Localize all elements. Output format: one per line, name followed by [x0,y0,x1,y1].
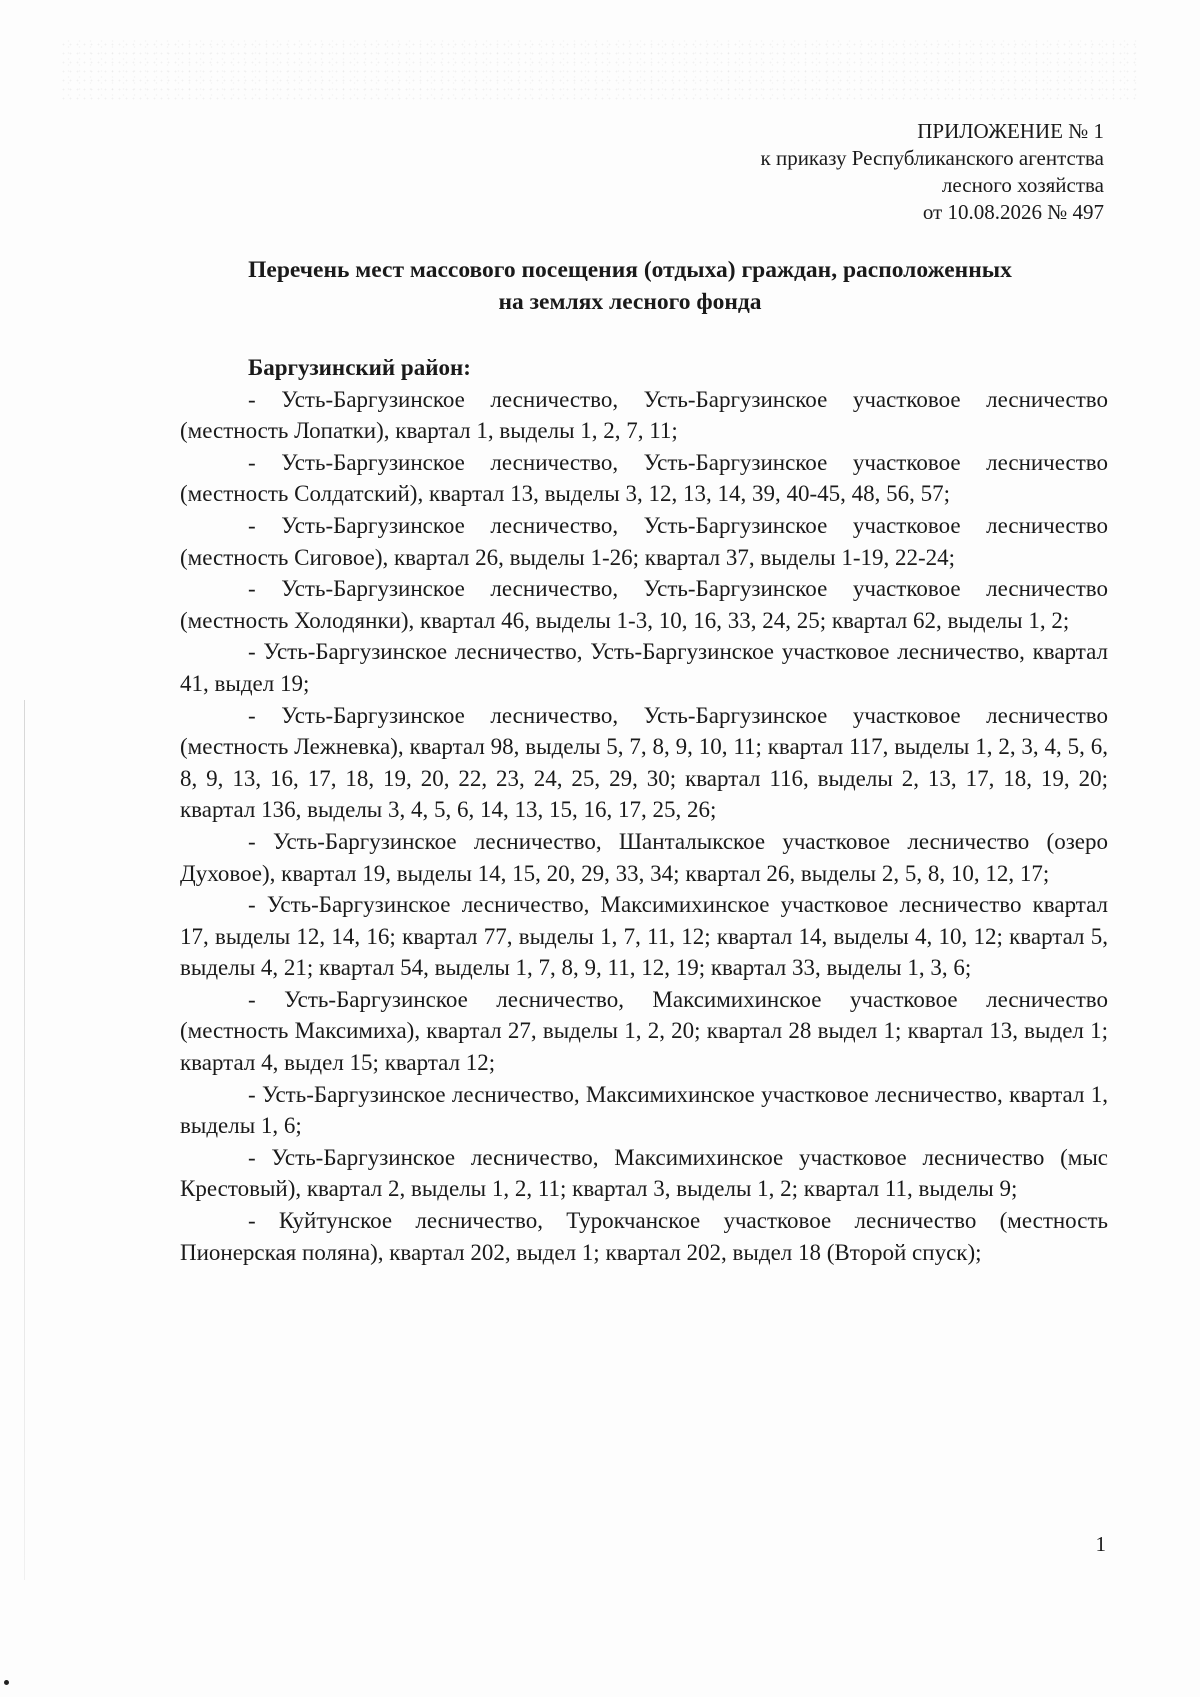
list-item: - Усть-Баргузинское лесничество, Усть-Баргузинское участковое лесничество (местность Сиговое), квартал 26, выделы 1-26; квартал 37, выделы 1-19, 22-24; [180,512,1108,570]
list-item: - Усть-Баргузинское лесничество, Усть-Баргузинское участковое лесничество (местность Лопатки), квартал 1, выделы 1, 2, 7, 11; [180,386,1108,444]
list-item: - Усть-Баргузинское лесничество, Усть-Баргузинское участковое лесничество (местность Лежневка), квартал 98, выделы 5, 7, 8, 9, 10, 11; квартал 117, выделы 1, 2, 3, 4, 5, 6, 8, 9, 13, 16, 17, 18, 19, 20, 22, 23, 24, 25, 29, 30; квартал 116, выделы 2, 13, 17, 18, 19, 20; квартал 136, выделы 3, 4, 5, 6, 14, 13, 15, 16, 17, 25, 26; [180,702,1108,823]
list-item: - Усть-Баргузинское лесничество, Максимихинское участковое лесничество, квартал 1, выделы 1, 6; [180,1081,1108,1139]
list-item: - Усть-Баргузинское лесничество, Максимихинское участковое лесничество (мыс Крестовый), квартал 2, выделы 1, 2, 11; квартал 3, выделы 1, 2; квартал 11, выделы 9; [180,1144,1108,1202]
appendix-number: ПРИЛОЖЕНИЕ № 1 [917,119,1104,143]
appendix-order-ref: к приказу Республиканского агентства [760,146,1104,170]
list-item: - Усть-Баргузинское лесничество, Усть-Баргузинское участковое лесничество, квартал 41, выдел 19; [180,639,1108,696]
list-item: - Усть-Баргузинское лесничество, Усть-Баргузинское участковое лесничество (местность Солдатский), квартал 13, выделы 3, 12, 13, 14, 39, 40-45, 48, 56, 57; [180,449,1108,507]
list-item: - Усть-Баргузинское лесничество, Усть-Баргузинское участковое лесничество (местность Холодянки), квартал 46, выделы 1-3, 10, 16, 33, 24, 25; квартал 62, выделы 1, 2; [180,576,1108,633]
list-item: - Усть-Баргузинское лесничество, Шанталыкское участковое лесничество (озеро Духовое), квартал 19, выделы 14, 15, 20, 29, 33, 34; квартал 26, выделы 2, 5, 8, 10, 12, 17; [180,828,1108,886]
list-item: - Куйтунское лесничество, Турокчанское участковое лесничество (местность Пионерская поляна), квартал 202, выдел 1; квартал 202, выдел 18 (Второй спуск); [180,1208,1108,1265]
title-line-1: Перечень мест массового посещения (отдыха) граждан, расположенных [248,257,1012,283]
list-item: - Усть-Баргузинское лесничество, Максимихинское участковое лесничество квартал 17, выделы 12, 14, 16; квартал 77, выделы 1, 7, 11, 12; квартал 14, выделы 4, 10, 12; квартал 5, выделы 4, 21; квартал 54, выделы 1, 7, 8, 9, 11, 12, 19; квартал 33, выделы 1, 3, 6; [180,892,1108,981]
scan-edge-line [24,700,25,1580]
scan-mark [4,1680,9,1685]
document-body [180,352,1108,1268]
document-title [160,254,1100,318]
list-item: - Усть-Баргузинское лесничество, Максимихинское участковое лесничество (местность Максимиха), квартал 27, выделы 1, 2, 20; квартал 28 выдел 1; квартал 13, выдел 1; квартал 4, выдел 15; квартал 12; [180,986,1108,1076]
page-number: 1 [1095,1532,1106,1556]
appendix-agency: лесного хозяйства [941,173,1104,197]
scan-noise [60,40,1140,100]
district-heading: Баргузинский район: [248,355,471,380]
title-line-2: на землях лесного фонда [498,289,762,315]
appendix-header [761,118,1105,226]
appendix-date-number: от 10.08.2026 № 497 [922,200,1104,224]
